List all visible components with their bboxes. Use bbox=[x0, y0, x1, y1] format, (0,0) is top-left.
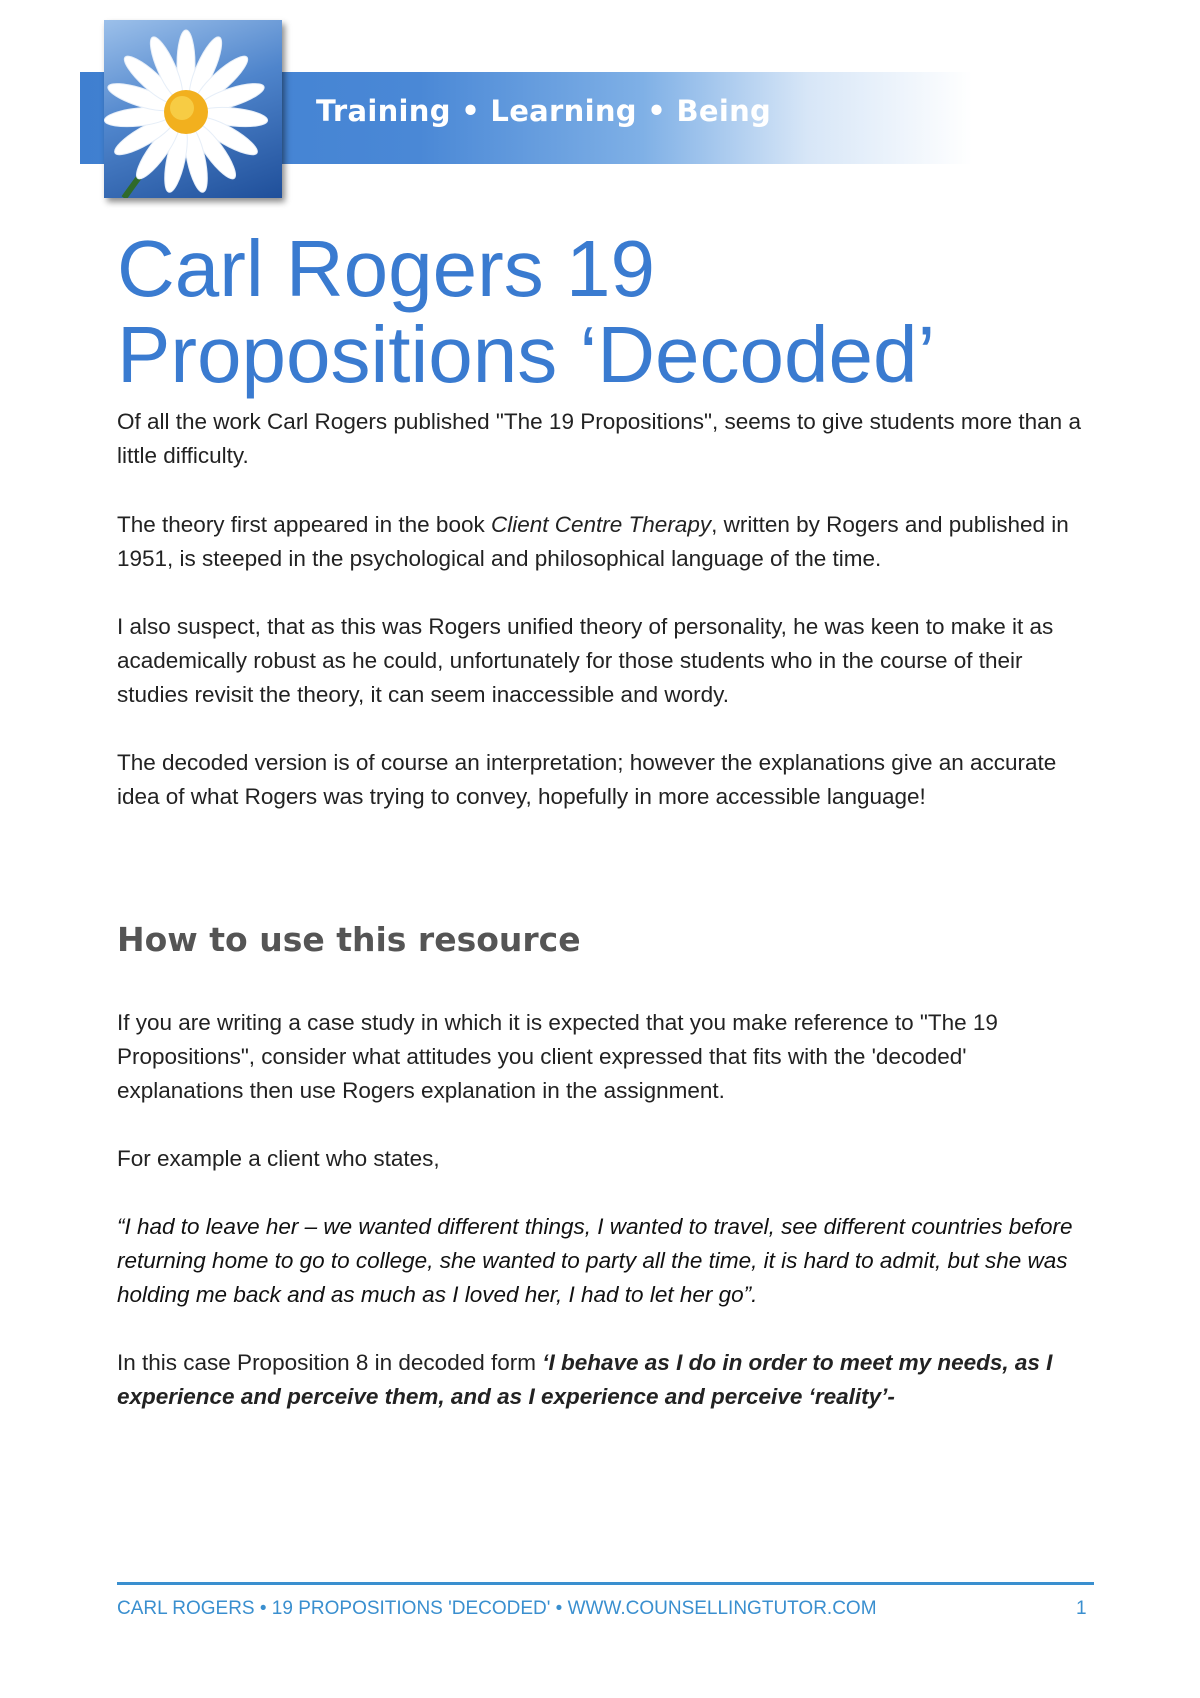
footer-text: CARL ROGERS • 19 PROPOSITIONS 'DECODED' • WWW.COUNSELLINGTUTOR.COM bbox=[117, 1598, 877, 1619]
intro-paragraph-2-lead: The theory first appeared in the book bbox=[117, 512, 491, 537]
daisy-flower-icon bbox=[104, 20, 282, 198]
title-line-2: Propositions ‘Decoded’ bbox=[117, 310, 936, 399]
intro-paragraph-3: I also suspect, that as this was Rogers unified theory of personality, he was keen to make it as academically robust as he could, unfortunately for those students who in the course of their studies revisit the theory, it can seem inaccessible and wordy. bbox=[117, 614, 1054, 707]
intro-paragraph-2 bbox=[117, 508, 1097, 576]
section-paragraph-2: For example a client who states, bbox=[117, 1146, 440, 1171]
page-title bbox=[117, 226, 1117, 398]
header-tagline: Training • Learning • Being bbox=[316, 94, 772, 128]
book-title: Client Centre Therapy bbox=[490, 512, 712, 537]
page-number: 1 bbox=[1076, 1598, 1087, 1619]
proposition-8-decoded: ‘I behave as I do in order to meet my needs, as I experience and perceive them, and as I experience and perceive ‘reality’- bbox=[117, 1350, 1053, 1409]
client-quote: “I had to leave her – we wanted different things, I wanted to travel, see different countries before returning home to go to college, she wanted to party all the time, it is hard to admit, but she was holding me back and as much as I loved her, I had to let her go”. bbox=[117, 1214, 1073, 1307]
section-paragraph-3 bbox=[117, 1346, 1097, 1414]
section-heading: How to use this resource bbox=[117, 920, 581, 959]
section-paragraph-1: If you are writing a case study in which it is expected that you make reference to "The 19 Propositions", consider what attitudes you client expressed that fits with the 'decoded' explanations then use Rogers explanation in the assignment. bbox=[117, 1010, 998, 1103]
title-line-1: Carl Rogers 19 bbox=[117, 224, 656, 313]
footer-divider bbox=[117, 1582, 1094, 1585]
intro-paragraph-2-rest: , written by Rogers and published in 1951, is steeped in the psychological and philosophical language of the time. bbox=[117, 512, 1069, 571]
intro-paragraph-1: Of all the work Carl Rogers published "The 19 Propositions", seems to give students more than a little difficulty. bbox=[117, 409, 1081, 468]
intro-paragraph-4: The decoded version is of course an interpretation; however the explanations give an accurate idea of what Rogers was trying to convey, hopefully in more accessible language! bbox=[117, 750, 1057, 809]
section-paragraph-3-lead: In this case Proposition 8 in decoded form bbox=[117, 1350, 543, 1375]
